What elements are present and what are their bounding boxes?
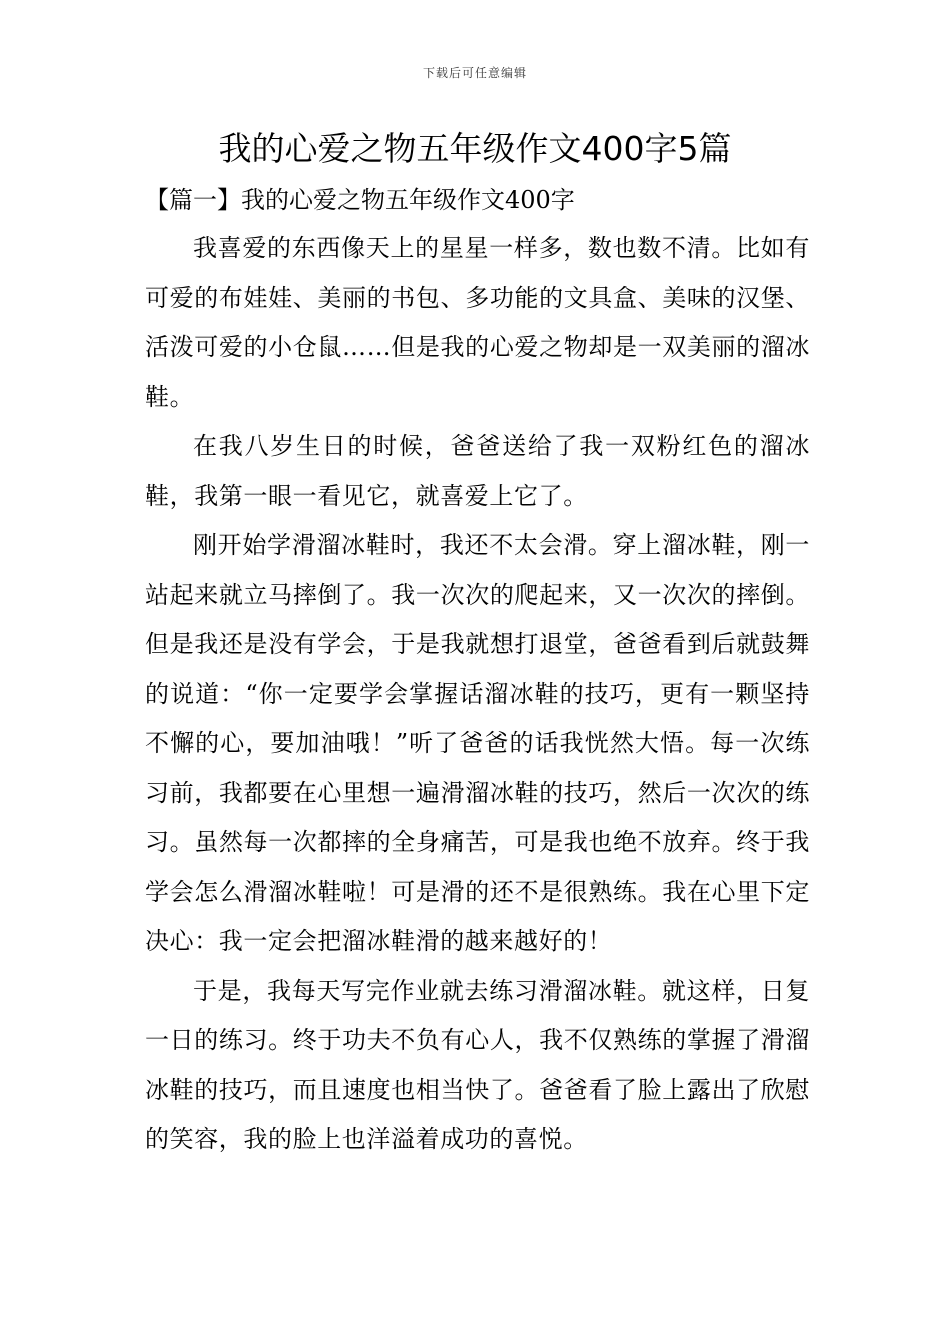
page-title: 我的心爱之物五年级作文400字5篇 [218, 129, 732, 168]
section-heading: 【篇一】我的心爱之物五年级作文400字 [145, 186, 575, 214]
article-body [145, 224, 810, 1165]
paragraph-2: 在我八岁生日的时候，爸爸送给了我一双粉红色的溜冰鞋，我第一眼一看见它，就喜爱上它了。 [145, 432, 810, 510]
paragraph-1: 我喜爱的东西像天上的星星一样多，数也数不清。比如有可爱的布娃娃、美丽的书包、多功能的文具盒、美味的汉堡、活泼可爱的小仓鼠……但是我的心爱之物却是一双美丽的溜冰鞋。 [145, 234, 810, 411]
header-note: 下载后可任意编辑 [422, 66, 527, 80]
paragraph-3: 刚开始学滑溜冰鞋时，我还不太会滑。穿上溜冰鞋，刚一站起来就立马摔倒了。我一次次的爬起来，又一次次的摔倒。但是我还是没有学会，于是我就想打退堂，爸爸看到后就鼓舞的说道：“你一定要学会掌握话溜冰鞋的技巧，更有一颗坚持不懈的心，要加油哦！”听了爸爸的话我恍然大悟。每一次练习前，我都要在心里想一遍滑溜冰鞋的技巧，然后一次次的练习。虽然每一次都摔的全身痛苦，可是我也绝不放弃。终于我学会怎么滑溜冰鞋啦！可是滑的还不是很熟练。我在心里下定决心：我一定会把溜冰鞋滑的越来越好的！ [145, 531, 810, 955]
paragraph-4: 于是，我每天写完作业就去练习滑溜冰鞋。就这样，日复一日的练习。终于功夫不负有心人，我不仅熟练的掌握了滑溜冰鞋的技巧，而且速度也相当快了。爸爸看了脸上露出了欣慰的笑容，我的脸上也洋溢着成功的喜悦。 [145, 976, 810, 1153]
